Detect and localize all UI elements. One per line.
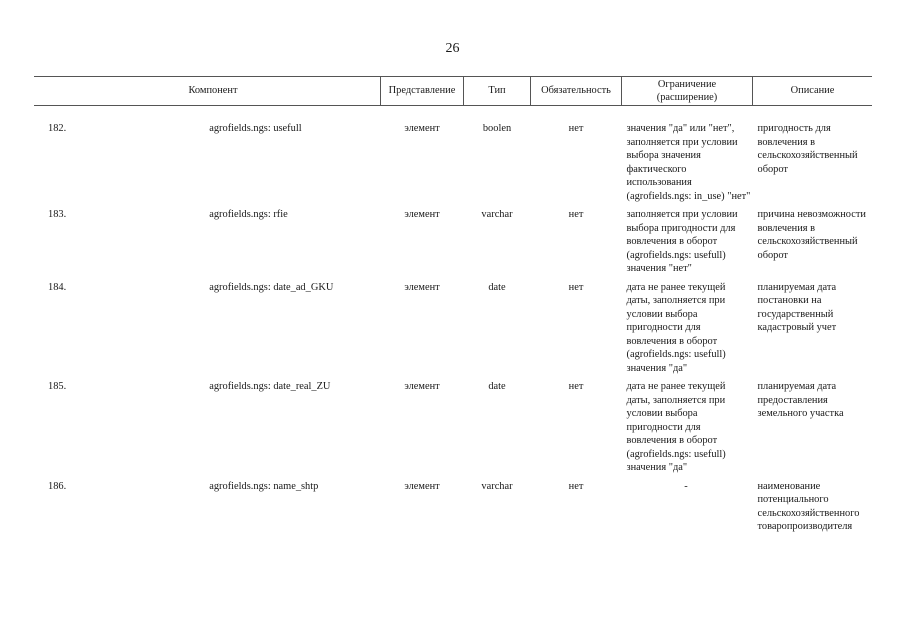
- row-description: наименование потенциального сельскохозяйственного товаропроизводителя: [757, 480, 860, 532]
- row-representation: элемент: [404, 281, 440, 293]
- table-header: [34, 77, 872, 106]
- table-row: [34, 106, 872, 209]
- table-row: [34, 480, 872, 539]
- row-description: планируемая дата постановки на государственный кадастровый учет: [757, 281, 837, 333]
- row-constraint: дата не ранее текущей даты, заполняется при условии выбора пригодности для вовлечения в оборот (agrofields.ngs: usefull) значения "да": [626, 381, 726, 473]
- row-type: date: [488, 281, 506, 293]
- row-representation: элемент: [404, 480, 440, 492]
- row-type: date: [488, 381, 506, 392]
- row-required: нет: [568, 209, 584, 220]
- row-constraint: заполняется при условии выбора пригодности для вовлечения в оборот (agrofields.ngs: usefull) значения "нет": [626, 209, 738, 274]
- row-required: нет: [568, 281, 584, 293]
- row-number: 182.: [48, 123, 67, 134]
- table-body: [34, 106, 872, 539]
- row-representation: элемент: [404, 123, 440, 134]
- header-constraint-line1: Ограничение: [657, 78, 717, 90]
- row-required: нет: [568, 381, 584, 392]
- row-type: varchar: [481, 209, 513, 220]
- row-constraint: значения "да" или "нет", заполняется при условии выбора значения фактического использования (agrofields.ngs: in_use) "нет": [626, 123, 751, 202]
- row-component-name: agrofields.ngs: usefull: [209, 123, 302, 134]
- row-required: нет: [568, 480, 584, 492]
- row-representation: элемент: [404, 209, 440, 220]
- row-component-name: agrofields.ngs: date_ad_GKU: [209, 281, 334, 293]
- component-spec-table: [34, 76, 872, 539]
- row-number: 184.: [48, 281, 67, 293]
- row-type: varchar: [481, 480, 513, 492]
- row-component-name: agrofields.ngs: rfie: [209, 209, 288, 220]
- row-type: boolen: [482, 123, 512, 134]
- row-number: 183.: [48, 209, 67, 220]
- table-row: [34, 380, 872, 480]
- header-constraint-line2: (расширение): [656, 92, 718, 103]
- row-description: планируемая дата предоставления земельного участка: [757, 381, 844, 419]
- header-description: Описание: [753, 77, 873, 106]
- row-required: нет: [568, 123, 584, 134]
- header-constraint: [622, 77, 753, 106]
- row-description: причина невозможности вовлечения в сельскохозяйственный оборот: [757, 209, 866, 261]
- row-number: 185.: [48, 381, 67, 392]
- page-number: 26: [445, 41, 460, 56]
- row-component-name: agrofields.ngs: name_shtp: [209, 480, 319, 492]
- row-description: пригодность для вовлечения в сельскохозяйственный оборот: [757, 123, 858, 175]
- header-required: Обязательность: [531, 77, 622, 106]
- row-constraint: дата не ранее текущей даты, заполняется при условии выбора пригодности для вовлечения в оборот (agrofields.ngs: usefull) значения "да": [626, 281, 726, 374]
- header-component: Компонент: [34, 77, 381, 106]
- row-number: 186.: [48, 480, 67, 492]
- row-representation: элемент: [404, 381, 440, 392]
- header-row: [34, 77, 872, 106]
- header-representation: Представление: [381, 77, 464, 106]
- table-row: [34, 281, 872, 381]
- table-row: [34, 208, 872, 281]
- row-component-name: agrofields.ngs: date_real_ZU: [209, 381, 331, 392]
- row-constraint: -: [684, 480, 688, 492]
- header-type: Тип: [464, 77, 531, 106]
